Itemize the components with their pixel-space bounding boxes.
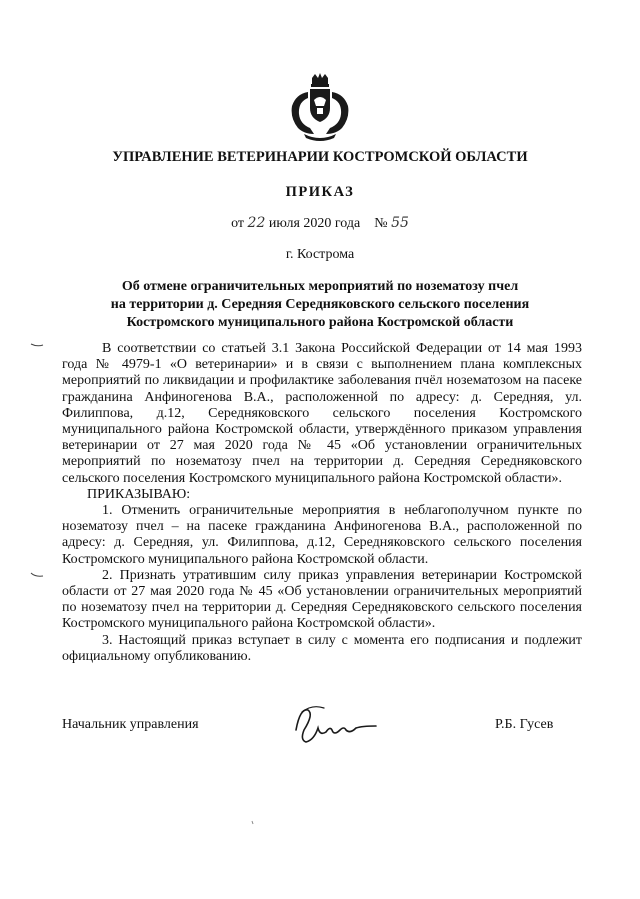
order-number-handwritten: 55 bbox=[391, 215, 409, 231]
document-body bbox=[62, 341, 582, 665]
document-type: ПРИКАЗ bbox=[285, 184, 355, 200]
order-item-1: 1. Отменить ограничительные мероприятия в неблагополучном пункте по нозематозу пчел – на пасеке гражданина Анфиногенова В.А., расположенной по адресу: д. Середняя, ул. Филиппова, д.12, Середняковского сельского поселения Костромского муниципального района Костромской области. bbox=[62, 503, 582, 567]
date-rest: июля 2020 года bbox=[268, 216, 361, 231]
document-title bbox=[0, 278, 640, 332]
scan-mark bbox=[30, 572, 44, 578]
title-line: на территории д. Середняя Середняковского сельского поселения bbox=[110, 297, 530, 312]
preamble-paragraph: В соответствии со статьей 3.1 Закона Российской Федерации от 14 мая 1993 года № 4979-1 «О ветеринарии» и в связи с выполнением плана комплексных мероприятий по ликвидации и профилактике заболевания пчёл нозематозом на пасеке гражданина Анфиногенова В.А., расположенной по адресу: д. Середняя, ул. Филиппова, д.12, Середняковского сельского поселения Костромского муниципального района Костромской области, утверждённого приказом управления ветеринарии от 27 мая 2020 года № 45 «Об установлении ограничительных мероприятий по нозематозу пчел на территории д. Середняя Середняковского сельского поселения Костромского муниципального района Костромской области». bbox=[62, 341, 582, 486]
coat-of-arms-emblem bbox=[284, 72, 356, 144]
date-day-handwritten: 22 bbox=[247, 215, 266, 231]
scan-mark bbox=[30, 342, 44, 348]
date-number-line bbox=[0, 215, 640, 232]
order-word: ПРИКАЗЫВАЮ: bbox=[87, 486, 191, 502]
signatory-position: Начальник управления bbox=[62, 717, 199, 732]
order-item-3: 3. Настоящий приказ вступает в силу с момента его подписания и подлежит официальному опубликованию. bbox=[62, 632, 582, 664]
handwritten-signature bbox=[290, 700, 380, 748]
order-item-2: 2. Признать утратившим силу приказ управления ветеринарии Костромской области от 27 мая 2020 года № 45 «Об установлении ограничительных мероприятий по нозематозу пчел на территории д. Середняя Середняковского сельского поселения Костромского муниципального района Костромской области». bbox=[62, 567, 582, 632]
organization-name: УПРАВЛЕНИЕ ВЕТЕРИНАРИИ КОСТРОМСКОЙ ОБЛАСТИ bbox=[112, 149, 528, 165]
title-line: Костромского муниципального района Костромской области bbox=[126, 315, 514, 330]
date-prefix: от bbox=[231, 216, 245, 231]
signatory-name: Р.Б. Гусев bbox=[495, 717, 554, 732]
scan-mark bbox=[250, 820, 264, 826]
number-prefix: № bbox=[374, 216, 388, 231]
title-line: Об отмене ограничительных мероприятий по нозематозу пчел bbox=[121, 279, 519, 294]
city: г. Кострома bbox=[285, 247, 355, 262]
